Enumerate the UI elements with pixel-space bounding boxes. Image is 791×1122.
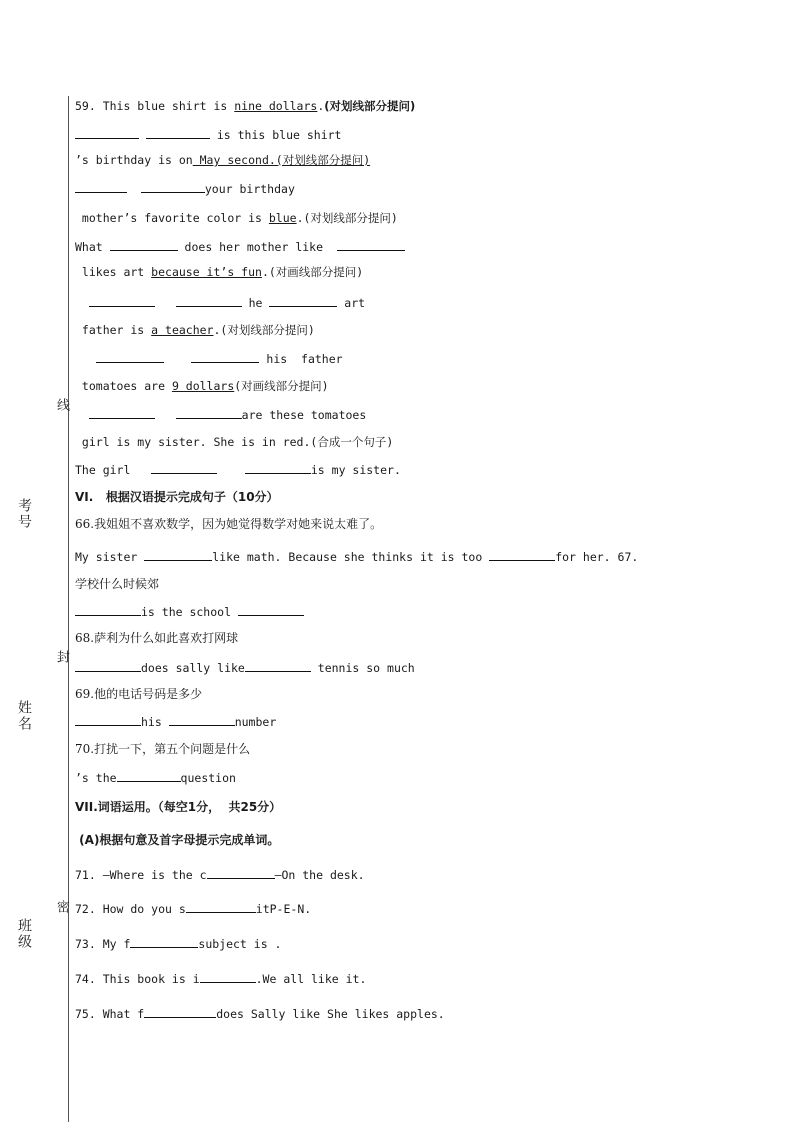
answer-70: ’s the question — [75, 771, 236, 785]
question-75: 75. What f does Sally like She likes apples. — [75, 1007, 445, 1021]
answer-64: are these tomatoes — [75, 407, 366, 422]
question-72: 72. How do you s itP-E-N. — [75, 902, 312, 916]
answer-69: his number — [75, 714, 276, 729]
binding-line — [68, 96, 69, 1122]
answer-61: What does her mother like — [75, 239, 405, 254]
question-61: mother’s favorite color is blue.(对划线部分提问) — [75, 211, 398, 225]
bind-seal-mark: 封 — [54, 650, 69, 663]
class-label: 班级 — [16, 918, 32, 950]
section-6-title: VI. 根据汉语提示完成句子（10分） — [75, 490, 279, 504]
question-73: 73. My f subject is . — [75, 937, 282, 951]
question-59: 59. This blue shirt is nine dollars.(对划线部分提问) — [75, 99, 416, 113]
section-7-title: VII.词语运用。（每空1分， 共25分） — [75, 800, 282, 814]
answer-59: is this blue shirt — [75, 127, 342, 142]
question-70-chinese: 70.打扰一下，第五个问题是什么 — [75, 742, 251, 756]
question-65: girl is my sister. She is in red.(合成一个句子) — [75, 435, 394, 449]
question-74: 74. This book is i .We all like it. — [75, 972, 367, 986]
bind-secret-mark: 密 — [54, 900, 69, 913]
answer-63: his father — [75, 351, 343, 366]
question-60: ’s birthday is on May second.(对划线部分提问) — [75, 153, 371, 167]
question-68-chinese: 68.萨利为什么如此喜欢打网球 — [75, 631, 239, 645]
section-7a-subtitle: (A)根据句意及首字母提示完成单词。 — [75, 833, 280, 847]
question-62: likes art because it’s fun.(对画线部分提问) — [75, 265, 364, 279]
question-63: father is a teacher.(对划线部分提问) — [75, 323, 315, 337]
answer-60: your birthday — [75, 181, 295, 196]
answer-67: is the school — [75, 604, 304, 619]
answer-68: does sally like tennis so much — [75, 660, 415, 675]
exam-number-label: 考号 — [16, 498, 32, 530]
question-66-chinese: 66.我姐姐不喜欢数学，因为她觉得数学对她来说太难了。 — [75, 517, 383, 531]
question-67-chinese: 学校什么时候郊 — [75, 577, 160, 591]
answer-66: My sister like math. Because she thinks it is too for her. 67. — [75, 550, 639, 564]
question-69-chinese: 69.他的电话号码是多少 — [75, 687, 203, 701]
question-64: tomatoes are 9 dollars(对画线部分提问) — [75, 379, 329, 393]
bind-line-mark: 线 — [54, 398, 69, 411]
answer-65: The girl is my sister. — [75, 463, 401, 477]
name-label: 姓名 — [16, 700, 32, 732]
answer-62: he art — [75, 295, 365, 310]
question-71: 71. —Where is the c —On the desk. — [75, 868, 365, 882]
